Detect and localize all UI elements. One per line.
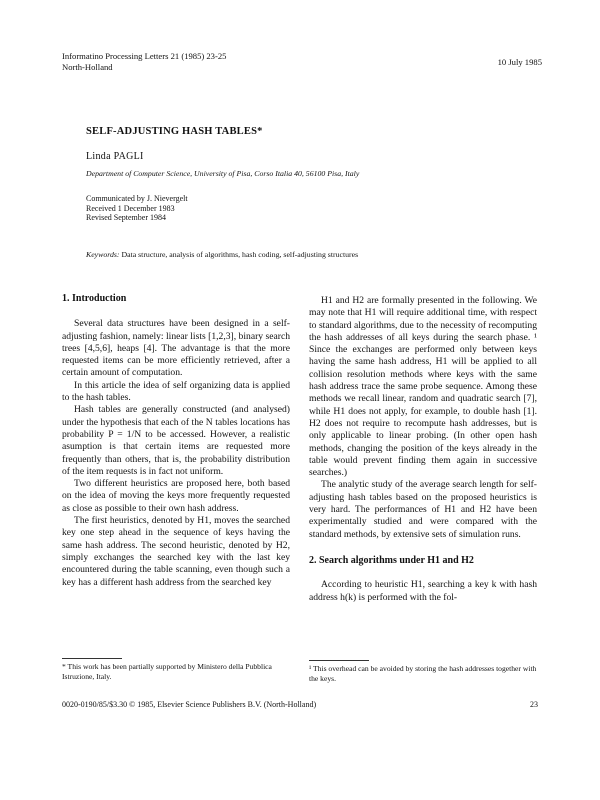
paragraph: The first heuristics, denoted by H1, moves the searched key one step ahead in the sequence of keys having the same hash address. The second heuristic, denoted by H2, simply exchanges the searched key with the last key encountered during the table scanning, even though such a key has a different hash address from the searched key: [62, 515, 290, 588]
paragraph: In this article the idea of self organizing data is applied to the hash tables.: [62, 379, 290, 404]
section-2-title: 2. Search algorithms under H1 and H2: [309, 554, 474, 566]
keywords-text: Data structure, analysis of algorithms, hash coding, self-adjusting structures: [121, 250, 359, 259]
author-name: Linda PAGLI: [86, 151, 144, 162]
communicated-by: Communicated by J. Nievergelt: [86, 194, 188, 203]
article-title: SELF-ADJUSTING HASH TABLES*: [86, 126, 263, 137]
author-affiliation: Department of Computer Science, University of Pisa, Corso Italia 40, 56100 Pisa, Italy: [86, 169, 360, 178]
paragraph: Several data structures have been designed in a self-adjusting fashion, namely: linear lists [1,2,3], binary search trees [4,5,6], heaps [4]. The advantage is that the more requested items can be more efficiently retrieved, after a certain amount of computation.: [62, 318, 290, 379]
article-history: [86, 194, 188, 223]
copyright-line: 0020-0190/85/$3.30 © 1985, Elsevier Science Publishers B.V. (North-Holland): [62, 700, 317, 709]
keywords-line: [86, 250, 358, 261]
footnote-left: * This work has been partially supported by Ministero della Pubblica Istruzione, Italy.: [62, 662, 272, 681]
right-column: [309, 295, 537, 604]
revised-date: Revised September 1984: [86, 213, 166, 223]
journal-line-1: Informatino Processing Letters 21 (1985) 23-25: [62, 51, 227, 61]
paragraph: According to heuristic H1, searching a key k with hash address h(k) is performed with the fol-: [309, 579, 537, 603]
journal-header: [62, 51, 226, 72]
received-date: Received 1 December 1983: [86, 203, 175, 213]
footnote-rule-right: [309, 660, 369, 661]
page-number: 23: [530, 700, 538, 709]
issue-date: 10 July 1985: [497, 57, 542, 67]
keywords-label: Keywords:: [86, 250, 120, 259]
left-column: [62, 293, 290, 589]
paragraph: Two different heuristics are proposed here, both based on the idea of moving the keys more frequently requested as close as possible to their own hash address.: [62, 478, 290, 514]
paragraph: The analytic study of the average search length for self-adjusting hash tables based on the proposed heuristics is very hard. The performances of H1 and H2 have been experimentally studied and were compared with the standard methods, by extensive sets of simulation runs.: [309, 479, 537, 540]
paragraph: Hash tables are generally constructed (and analysed) under the hypothesis that each of the N tables locations has probability P = 1/N to be accessed. However, a realistic asumption is that certain items are requested more frequently than others, that is, the probability distribution of the item requests is in fact not uniform.: [62, 404, 290, 477]
journal-line-2: North-Holland: [62, 61, 113, 72]
paragraph: H1 and H2 are formally presented in the following. We may note that H1 will require additional time, with respect to standard algorithms, due to the necessity of recomputing the hash addresses of all keys during the search phase. ¹ Since the exchanges are performed only between keys having the same hash address, H1 will be applied to all collision resolution methods where keys with the same hash address trace the same probe sequence. Among these methods we recall linear, random and quadratic search [7], while H1 does not apply, for example, to double hash [1]. H2 does not require to recompute hash addresses, but is only applicable to linear probing. (In other open hash methods, changing the position of the keys already in the table would prevent finding them again in successive searches.): [309, 295, 537, 479]
footnote-right: ¹ This overhead can be avoided by storing the hash addresses together with the keys.: [309, 664, 537, 683]
footnote-rule-left: [62, 658, 122, 659]
section-1-title: 1. Introduction: [62, 293, 127, 304]
